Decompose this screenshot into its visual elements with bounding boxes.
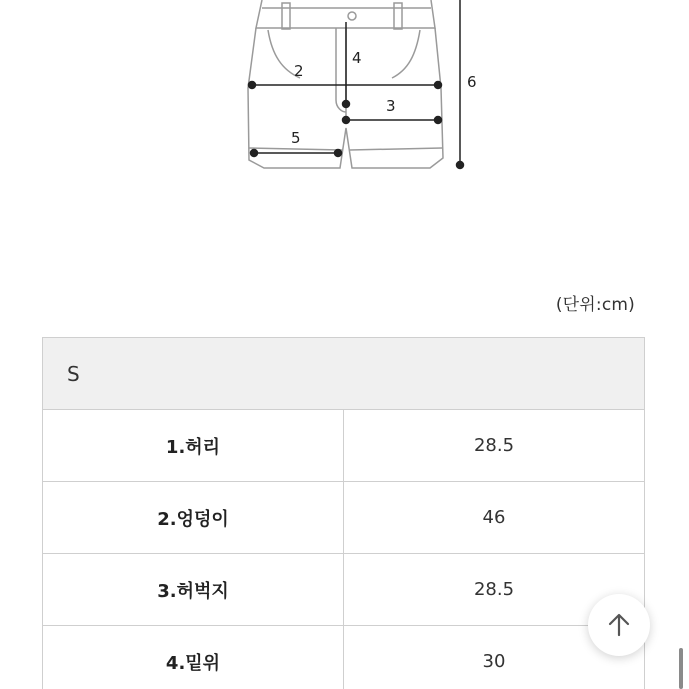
unit-label: (단위:cm) (555, 295, 635, 315)
scrollbar-thumb[interactable] (679, 648, 683, 689)
table-row (43, 410, 645, 482)
table-row (43, 626, 645, 689)
measure-label: 4.밑위 (43, 626, 344, 689)
table-row (43, 482, 645, 554)
length-measure-label: 6 (467, 73, 477, 91)
measurement-lines (249, 0, 464, 169)
measure-value: 28.5 (344, 410, 645, 482)
shorts-measurement-diagram (0, 0, 689, 240)
size-table (42, 337, 645, 689)
measure-value: 30 (344, 626, 645, 689)
size-name: S (43, 338, 645, 410)
measure-label: 1.허리 (43, 410, 344, 482)
measure-value: 28.5 (344, 554, 645, 626)
hem-measure-label: 5 (291, 129, 301, 147)
measure-value: 46 (344, 482, 645, 554)
measure-label: 2.엉덩이 (43, 482, 344, 554)
thigh-measure-label: 3 (386, 97, 396, 115)
hip-measure-label: 2 (294, 62, 304, 80)
table-row (43, 554, 645, 626)
scroll-to-top-button[interactable] (588, 594, 650, 656)
arrow-up-icon (605, 611, 633, 639)
rise-measure-label: 4 (352, 49, 362, 67)
measure-label: 3.허벅지 (43, 554, 344, 626)
size-header-row (43, 338, 645, 410)
